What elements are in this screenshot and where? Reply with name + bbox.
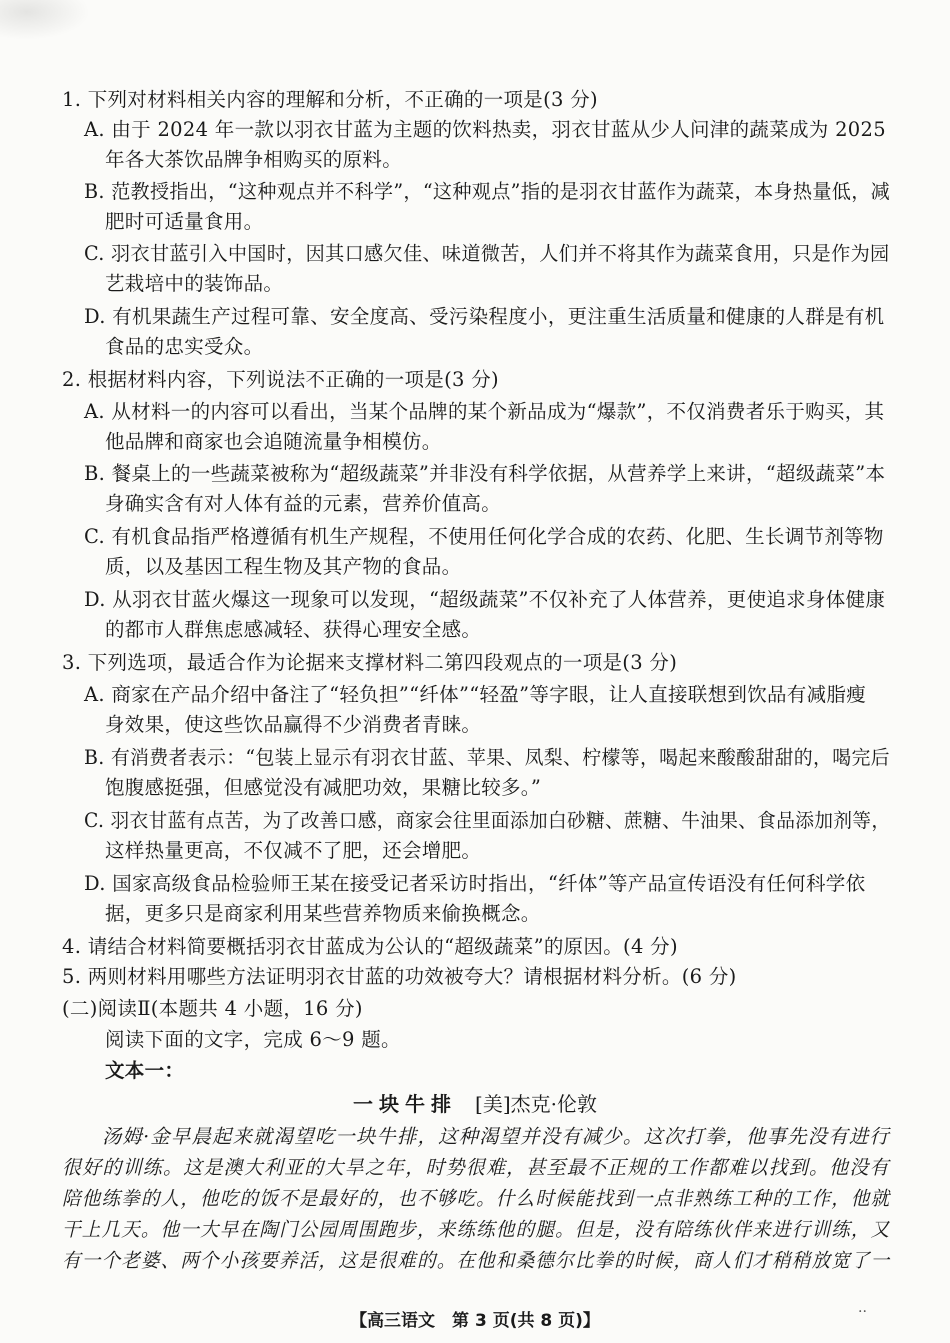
q2-option-a-cont: 他品牌和商家也会追随流量争相模仿。 — [105, 430, 442, 453]
section-heading: (二)阅读Ⅱ(本题共 4 小题，16 分) — [62, 997, 363, 1020]
q2-option-c-cont: 质，以及基因工程生物及其产物的食品。 — [105, 555, 462, 578]
story-line-5: 有一个老婆、两个小孩要养活，这是很难的。在他和桑德尔比拳的时候，商人们才稍稍放宽了一 — [62, 1249, 891, 1272]
q2-option-d-cont: 的都市人群焦虑感减轻、获得心理安全感。 — [105, 618, 482, 641]
q2-option-a: A. 从材料一的内容可以看出，当某个品牌的某个新品成为“爆款”，不仅消费者乐于购买，其 — [84, 400, 885, 423]
story-title: 一块牛排 — [353, 1092, 458, 1116]
page-footer: 【高三语文 第 3 页(共 8 页)】 — [350, 1311, 600, 1331]
q3-option-d-cont: 据，更多只是商家利用某些营养物质来偷换概念。 — [105, 902, 541, 925]
q5-question: 5. 两则材料用哪些方法证明羽衣甘蓝的功效被夸大？请根据材料分析。(6 分) — [62, 965, 737, 988]
story-line-1: 汤姆·金早晨起来就渴望吃一块牛排，这种渴望并没有减少。这次打拳，他事先没有进行 — [102, 1125, 890, 1148]
story-line-4: 干上几天。他一大早在陶门公园周围跑步，来练练他的腿。但是，没有陪练伙伴来进行训练，又 — [62, 1218, 891, 1241]
q2-option-c: C. 有机食品指严格遵循有机生产规程，不使用任何化学合成的农药、化肥、生长调节剂等物 — [84, 525, 884, 548]
q1-stem: 1. 下列对材料相关内容的理解和分析，不正确的一项是(3 分) — [62, 88, 598, 111]
story-line-2: 很好的训练。这是澳大利亚的大旱之年，时势很难，甚至最不正规的工作都难以找到。他没有 — [62, 1156, 890, 1179]
q3-option-a-cont: 身效果，使这些饮品赢得不少消费者青睐。 — [105, 713, 482, 736]
q1-option-b: B. 范教授指出，“这种观点并不科学”，“这种观点”指的是羽衣甘蓝作为蔬菜，本身热量低，减 — [84, 180, 891, 203]
q1-option-c-cont: 艺栽培中的装饰品。 — [105, 272, 284, 295]
q3-stem: 3. 下列选项，最适合作为论据来支撑材料二第四段观点的一项是(3 分) — [62, 651, 678, 674]
section-instruction: 阅读下面的文字，完成 6～9 题。 — [105, 1028, 401, 1051]
q1-option-d-cont: 食品的忠实受众。 — [105, 335, 264, 358]
q1-option-d: D. 有机果蔬生产过程可靠、安全度高、受污染程度小，更注重生活质量和健康的人群是有机 — [84, 305, 885, 328]
story-title-line — [0, 1090, 950, 1118]
q3-option-b: B. 有消费者表示：“包装上显示有羽衣甘蓝、苹果、凤梨、柠檬等，喝起来酸酸甜甜的，喝完后 — [84, 746, 890, 769]
story-line-3: 陪他练拳的人，他吃的饭不是最好的，也不够吃。什么时候能找到一点非熟练工种的工作，他就 — [62, 1187, 891, 1210]
footer-dots: .. — [858, 1300, 867, 1316]
scan-mark — [0, 0, 90, 40]
q1-option-b-cont: 肥时可适量食用。 — [105, 210, 264, 233]
story-author: [美]杰克·伦敦 — [475, 1092, 597, 1116]
q2-option-b-cont: 身确实含有对人体有益的元素，营养价值高。 — [105, 492, 502, 515]
q3-option-c-cont: 这样热量更高，不仅减不了肥，还会增肥。 — [105, 839, 482, 862]
q2-option-b: B. 餐桌上的一些蔬菜被称为“超级蔬菜”并非没有科学依据，从营养学上来讲，“超级蔬菜”本 — [84, 462, 886, 485]
q1-option-c: C. 羽衣甘蓝引入中国时，因其口感欠佳、味道微苦，人们并不将其作为蔬菜食用，只是作为园 — [84, 242, 890, 265]
q4-question: 4. 请结合材料简要概括羽衣甘蓝成为公认的“超级蔬菜”的原因。(4 分) — [62, 935, 678, 958]
q2-stem: 2. 根据材料内容，下列说法不正确的一项是(3 分) — [62, 368, 499, 391]
q3-option-a: A. 商家在产品介绍中备注了“轻负担”“纤体”“轻盈”等字眼，让人直接联想到饮品有减脂瘦 — [84, 683, 866, 706]
q2-option-d: D. 从羽衣甘蓝火爆这一现象可以发现，“超级蔬菜”不仅补充了人体营养，更使追求身体健康 — [84, 588, 886, 611]
q1-option-a-cont: 年各大茶饮品牌争相购买的原料。 — [105, 148, 403, 171]
q1-option-a: A. 由于 2024 年一款以羽衣甘蓝为主题的饮料热卖，羽衣甘蓝从少人问津的蔬菜成为 2025 — [84, 118, 886, 141]
text-label: 文本一： — [105, 1059, 185, 1082]
q3-option-b-cont: 饱腹感挺强，但感觉没有减肥功效，果糖比较多。” — [105, 776, 542, 799]
q3-option-d: D. 国家高级食品检验师王某在接受记者采访时指出，“纤体”等产品宣传语没有任何科学依 — [84, 872, 866, 895]
q3-option-c: C. 羽衣甘蓝有点苦，为了改善口感，商家会往里面添加白砂糖、蔗糖、牛油果、食品添加剂等， — [84, 809, 891, 832]
